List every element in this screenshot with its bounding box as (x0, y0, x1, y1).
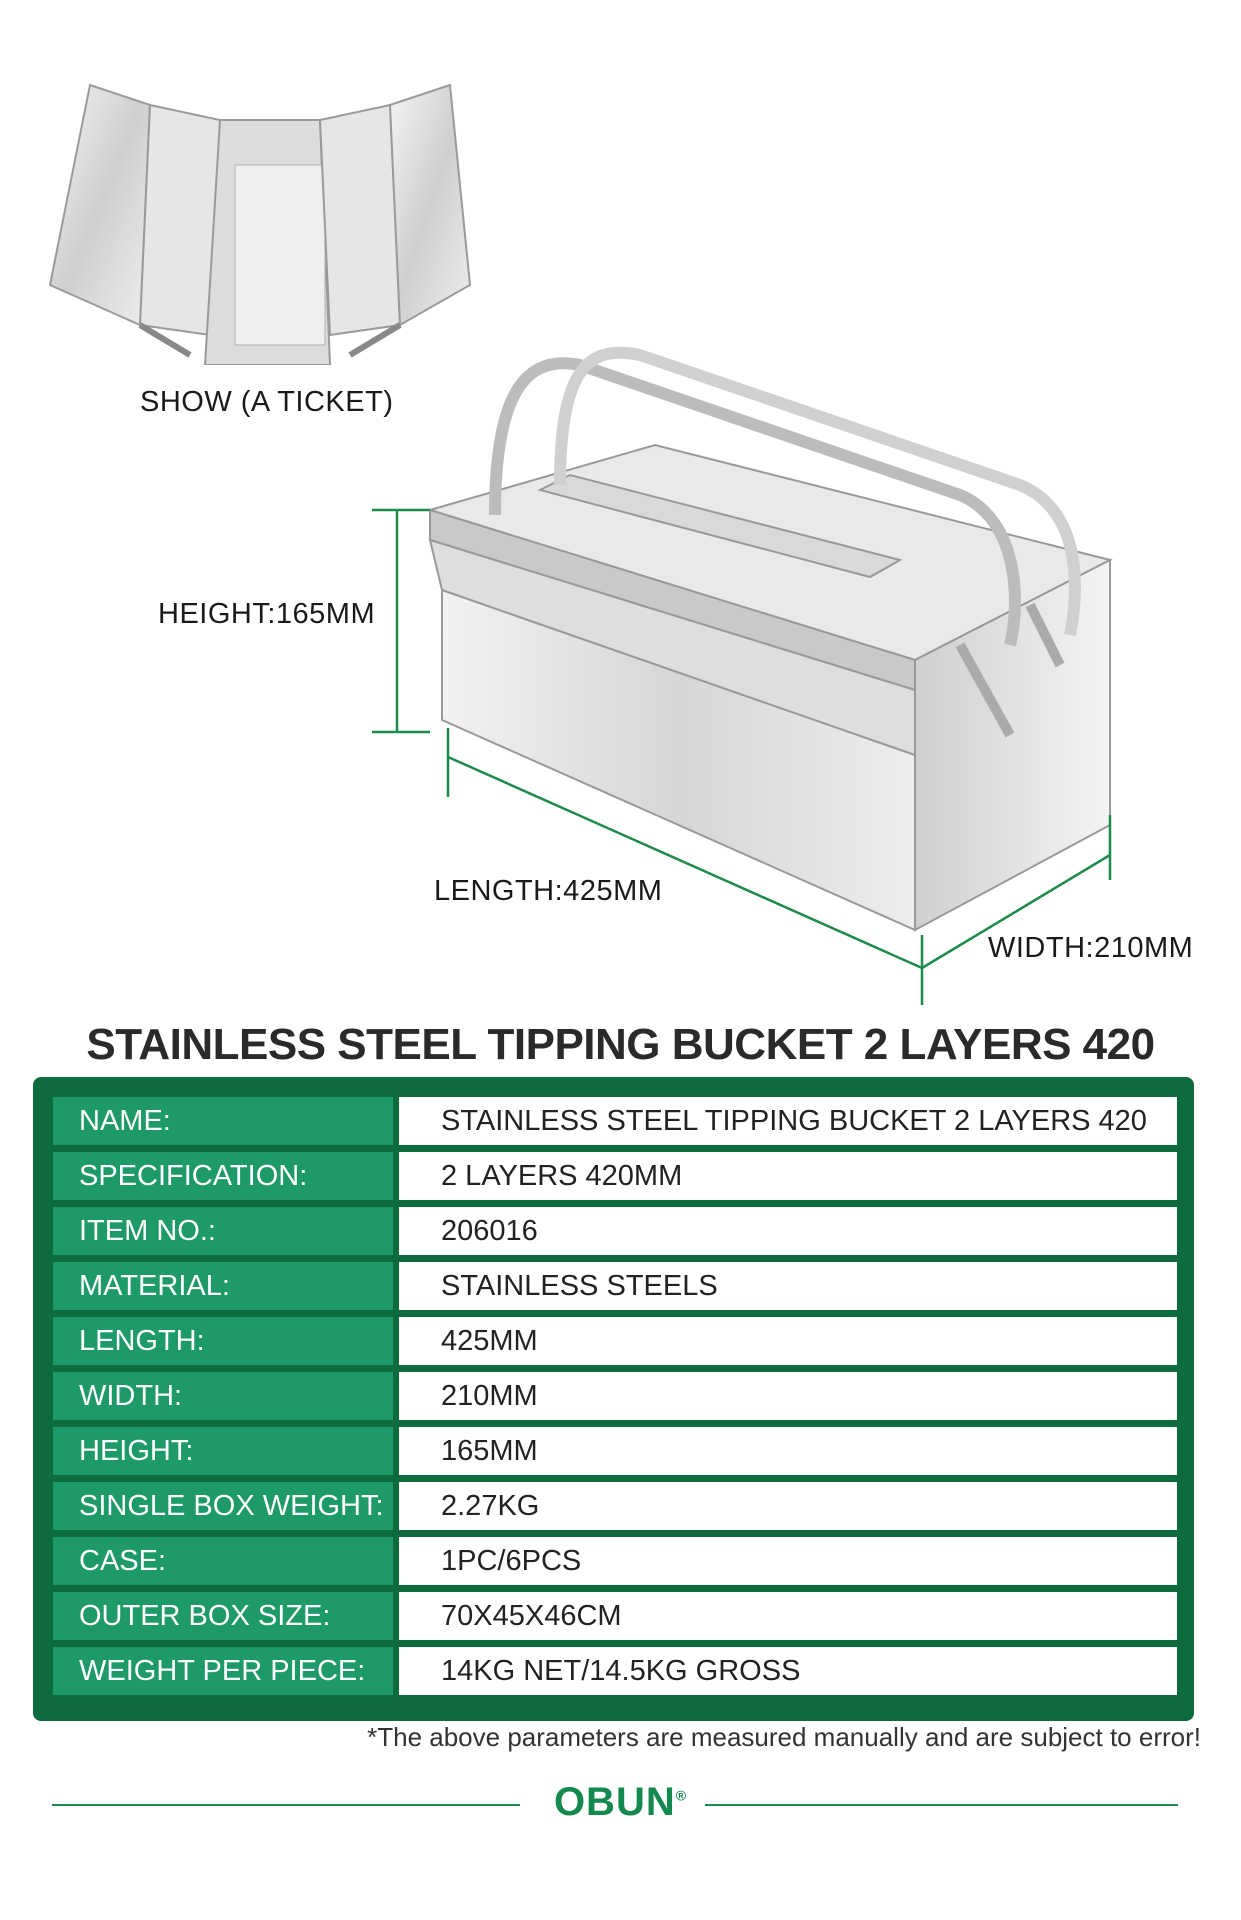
brand-name: OBUN (553, 1780, 676, 1824)
spec-value: STAINLESS STEELS (399, 1262, 1177, 1310)
spec-row-length (53, 1317, 1177, 1365)
spec-value: 210MM (399, 1372, 1177, 1420)
disclaimer-note: *The above parameters are measured manually and are subject to error! (367, 1722, 1201, 1752)
spec-row-specification (53, 1152, 1177, 1200)
spec-key: WEIGHT PER PIECE: (53, 1647, 393, 1695)
registered-mark: ® (675, 1787, 688, 1804)
spec-key: CASE: (53, 1537, 393, 1585)
length-label: LENGTH:425MM (434, 875, 663, 907)
show-label: SHOW (A TICKET) (140, 386, 394, 418)
spec-key: LENGTH: (53, 1317, 393, 1365)
spec-key: OUTER BOX SIZE: (53, 1592, 393, 1640)
spec-row-material (53, 1262, 1177, 1310)
spec-row-outer-box-size (53, 1592, 1177, 1640)
spec-value: 425MM (399, 1317, 1177, 1365)
spec-key: ITEM NO.: (53, 1207, 393, 1255)
width-label: WIDTH:210MM (988, 932, 1194, 964)
spec-key: SPECIFICATION: (53, 1152, 393, 1200)
spec-value: 206016 (399, 1207, 1177, 1255)
spec-row-width (53, 1372, 1177, 1420)
spec-table (33, 1077, 1194, 1721)
spec-key: SINGLE BOX WEIGHT: (53, 1482, 393, 1530)
product-title: STAINLESS STEEL TIPPING BUCKET 2 LAYERS 420 (86, 1020, 1155, 1069)
spec-row-height (53, 1427, 1177, 1475)
spec-value: 1PC/6PCS (399, 1537, 1177, 1585)
spec-value: 2 LAYERS 420MM (399, 1152, 1177, 1200)
spec-key: NAME: (53, 1097, 393, 1145)
spec-row-single-box-weight (53, 1482, 1177, 1530)
spec-row-name (53, 1097, 1177, 1145)
spec-row-item-no (53, 1207, 1177, 1255)
spec-value: 165MM (399, 1427, 1177, 1475)
height-label: HEIGHT:165MM (158, 598, 376, 630)
spec-row-case (53, 1537, 1177, 1585)
spec-key: HEIGHT: (53, 1427, 393, 1475)
spec-value: 70X45X46CM (399, 1592, 1177, 1640)
spec-key: MATERIAL: (53, 1262, 393, 1310)
spec-value: STAINLESS STEEL TIPPING BUCKET 2 LAYERS 420 (399, 1097, 1177, 1145)
spec-value: 14KG NET/14.5KG GROSS (399, 1647, 1177, 1695)
spec-row-weight-per-piece (53, 1647, 1177, 1695)
spec-value: 2.27KG (399, 1482, 1177, 1530)
brand-logo (0, 1780, 1241, 1825)
spec-key: WIDTH: (53, 1372, 393, 1420)
